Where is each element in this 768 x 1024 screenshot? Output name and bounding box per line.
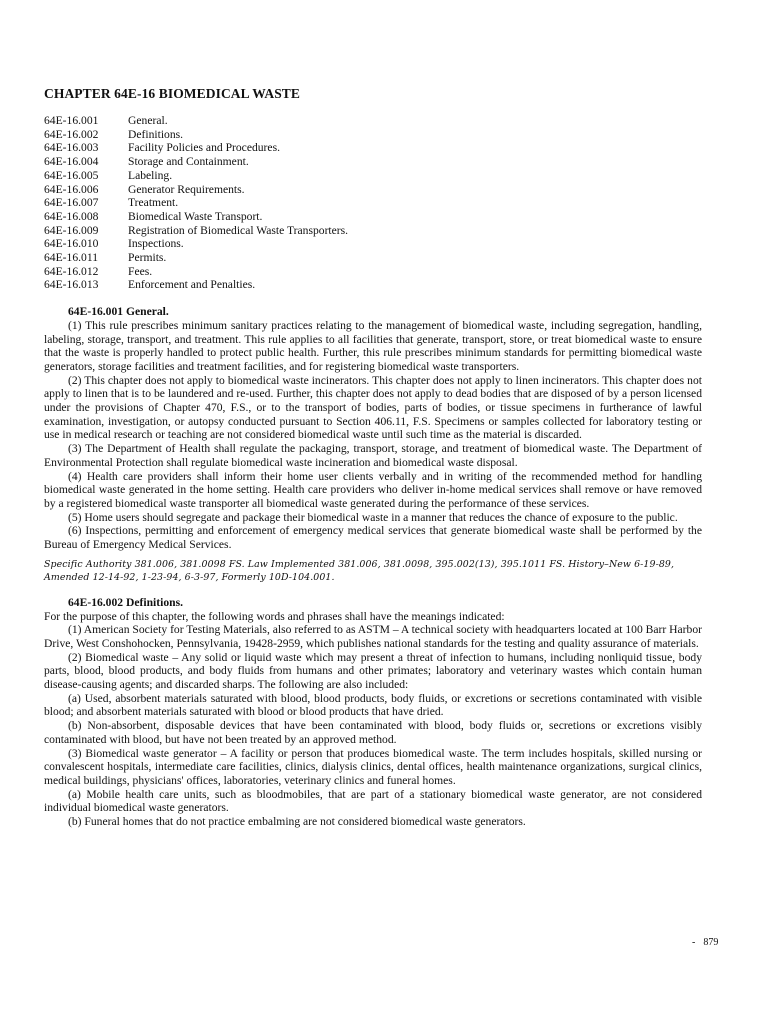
paragraph: (1) American Society for Testing Materials, also referred to as ASTM – A technical society with headquarters located at 100 Barr Harbor Drive, West Conshohocken, Pennsylvania, 19428-2959, which publishes national standards for the testing and quality assurance of materials. [44, 623, 702, 650]
toc-item-number: 64E-16.005 [44, 168, 99, 182]
toc-item-title: General. [128, 114, 168, 127]
toc-item [44, 224, 702, 238]
toc-item-number: 64E-16.013 [44, 278, 99, 292]
paragraph: (b) Funeral homes that do not practice embalming are not considered biomedical waste generators. [68, 815, 526, 829]
toc-item-title: Permits. [128, 251, 167, 265]
toc-item-title: Facility Policies and Procedures. [128, 141, 280, 155]
paragraph: (4) Health care providers shall inform their home user clients verbally and in writing of the recommended method for handling biomedical waste generated in the home setting. Health care providers who deliver in-home medical services shall remove or have removed by a registered biomedical waste transporter all biomedical waste generated during the performance of these services. [44, 469, 702, 510]
toc-item [44, 128, 702, 142]
toc-item-title: Biomedical Waste Transport. [128, 209, 263, 223]
toc-item-title: Enforcement and Penalties. [128, 278, 256, 292]
history-note: Specific Authority 381.006, 381.0098 FS. Law Implemented 381.006, 381.0098, 395.002(13), 395.1011 FS. History–New 6-19-89, Amended 12-14-92, 1-23-94, 6-3-97, Formerly 10D-104.001. [44, 558, 675, 584]
toc-item [44, 169, 702, 183]
toc-item [44, 265, 702, 279]
paragraph: (3) The Department of Health shall regulate the packaging, transport, storage, and treatment of biomedical waste. The Department of Environmental Protection shall regulate biomedical waste incineration and biomedical waste disposal. [44, 442, 702, 469]
toc-item-number: 64E-16.006 [44, 182, 99, 196]
paragraph: (5) Home users should segregate and package their biomedical waste in a manner that reduces the chance of exposure to the public. [68, 510, 678, 524]
footer-dash: - [692, 937, 696, 948]
chapter-title: CHAPTER 64E-16 BIOMEDICAL WASTE [44, 86, 301, 101]
toc-item [44, 251, 702, 265]
paragraph: (1) This rule prescribes minimum sanitary practices relating to the management of biomedical waste, including segregation, handling, labeling, storage, transport, and treatment. This rule applies to all facilities that generate, transport, store, or treat biomedical waste to ensure that the waste is properly handled to protect public health. Further, this rule prescribes minimum standards for permitting biomedical waste generators, storage facilities and treatment facilities, and for registering biomedical waste transporters. [44, 318, 702, 373]
table-of-contents [44, 114, 702, 292]
toc-item [44, 196, 702, 210]
toc-item-number: 64E-16.004 [44, 155, 99, 169]
toc-item [44, 210, 702, 224]
toc-item-number: 64E-16.003 [44, 141, 99, 155]
toc-item-title: Inspections. [128, 237, 184, 251]
paragraph: (b) Non-absorbent, disposable devices that have been contaminated with blood, body fluids or, secretions or excretions visibly contaminated with blood, but have not been treated by an approved method. [44, 719, 702, 746]
toc-item-number: 64E-16.001 [44, 114, 99, 127]
section-general [44, 305, 702, 552]
paragraph: (3) Biomedical waste generator – A facility or person that produces biomedical waste. The term includes hospitals, skilled nursing or convalescent hospitals, intermediate care facilities, clinics, dialysis clinics, dental offices, health maintenance organizations, surgical clinics, medical buildings, physicians' offices, laboratories, veterinary clinics and funeral homes. [44, 746, 702, 787]
toc-item [44, 237, 702, 251]
toc-item-title: Registration of Biomedical Waste Transporters. [128, 223, 349, 237]
toc-item-title: Treatment. [128, 196, 179, 210]
section-heading: 64E-16.002 Definitions. [68, 595, 183, 609]
toc-item-number: 64E-16.008 [44, 209, 99, 223]
page-number: 879 [703, 937, 719, 948]
toc-item [44, 278, 702, 292]
section-heading: 64E-16.001 General. [68, 305, 169, 319]
paragraph: (a) Used, absorbent materials saturated with blood, blood products, body fluids, or excretions or secretions contaminated with visible blood; and absorbent materials saturated with blood or blood products that have dried. [44, 691, 702, 719]
toc-item-title: Fees. [128, 264, 153, 278]
toc-item [44, 183, 702, 197]
paragraph: (a) Mobile health care units, such as bloodmobiles, that are part of a stationary biomedical waste generator, are not considered individual biomedical waste generators. [44, 787, 702, 815]
paragraph: (2) This chapter does not apply to biomedical waste incinerators. This chapter does not apply to linen incinerators. This chapter does not apply to linen that is to be laundered and re-used. Further, this chapter does not apply to dead bodies that are disposed of by a person licensed under the provisions of Chapter 470, F.S., or to the transport of bodies, parts of bodies, or tissue specimens in furtherance of lawful examination, investigation, or autopsy conducted pursuant to Section 406.11, F.S. Specimens or samples collected for laboratory testing or use in medical research or teaching are not considered biomedical waste until such time as the material is discarded. [44, 373, 702, 442]
section-definitions [44, 596, 702, 829]
toc-item [44, 141, 702, 155]
toc-item-title: Storage and Containment. [128, 155, 249, 169]
document-page [44, 86, 702, 829]
toc-item-number: 64E-16.010 [44, 237, 99, 251]
toc-item-number: 64E-16.002 [44, 127, 99, 141]
paragraph: For the purpose of this chapter, the following words and phrases shall have the meanings indicated: [44, 609, 505, 623]
toc-item-number: 64E-16.009 [44, 223, 99, 237]
paragraph: (2) Biomedical waste – Any solid or liquid waste which may present a threat of infection to humans, including nonliquid tissue, body parts, blood, blood products, and body fluids from humans and other primates; laboratory and veterinary wastes which contain human disease-causing agents; and discarded sharps. The following are also included: [44, 650, 702, 692]
toc-item [44, 114, 702, 128]
toc-item-title: Labeling. [128, 168, 173, 182]
toc-item-title: Definitions. [128, 127, 184, 141]
paragraph: (6) Inspections, permitting and enforcement of emergency medical services that generate biomedical waste shall be performed by the Bureau of Emergency Medical Services. [44, 524, 702, 552]
toc-item-number: 64E-16.011 [44, 251, 98, 265]
page-footer [692, 937, 718, 948]
toc-item-number: 64E-16.012 [44, 264, 99, 278]
toc-item [44, 155, 702, 169]
toc-item-title: Generator Requirements. [128, 182, 245, 196]
toc-item-number: 64E-16.007 [44, 196, 99, 210]
